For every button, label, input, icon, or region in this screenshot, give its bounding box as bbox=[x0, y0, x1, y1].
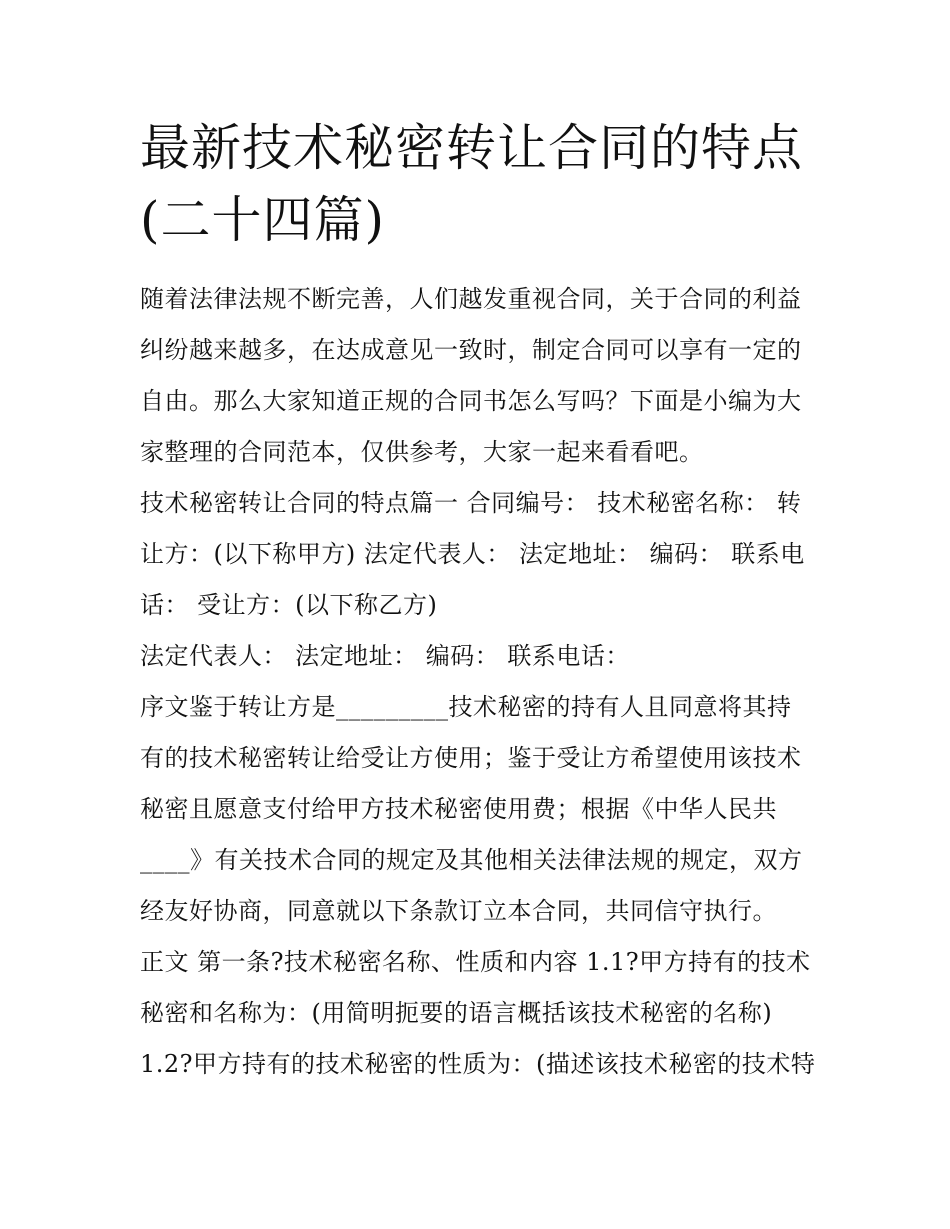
body-line: 正文 第一条?技术秘密名称、性质和内容 1.1?甲方持有的技术 bbox=[140, 948, 811, 976]
title-line: (二十四篇) bbox=[140, 191, 386, 249]
body-line: 有的技术秘密转让给受让方使用；鉴于受让方希望使用该技术 bbox=[140, 744, 802, 772]
title-line: 最新技术秘密转让合同的特点 bbox=[140, 119, 803, 177]
document-body bbox=[140, 274, 820, 1090]
document-title bbox=[140, 112, 820, 256]
body-line: 秘密且愿意支付给甲方技术秘密使用费；根据《中华人民共 bbox=[140, 795, 777, 823]
body-line: 技术秘密转让合同的特点篇一 合同编号： 技术秘密名称： 转 bbox=[140, 489, 802, 517]
body-line: 话： 受让方：(以下称乙方) bbox=[140, 591, 438, 619]
body-line: 1.2?甲方持有的技术秘密的性质为：(描述该技术秘密的技术特 bbox=[140, 1050, 816, 1078]
body-line: 秘密和名称为：(用简明扼要的语言概括该技术秘密的名称) bbox=[140, 999, 773, 1027]
body-line: 法定代表人： 法定地址： 编码： 联系电话： bbox=[140, 642, 630, 670]
body-line: 随着法律法规不断完善，人们越发重视合同，关于合同的利益 bbox=[140, 285, 802, 313]
body-line: 让方：(以下称甲方) 法定代表人： 法定地址： 编码： 联系电 bbox=[140, 540, 805, 568]
body-line: 纠纷越来越多，在达成意见一致时，制定合同可以享有一定的 bbox=[140, 336, 802, 364]
body-line: ____》有关技术合同的规定及其他相关法律法规的规定，双方 bbox=[140, 846, 803, 874]
body-line: 序文鉴于转让方是_________技术秘密的持有人且同意将其持 bbox=[140, 693, 792, 721]
body-line: 自由。那么大家知道正规的合同书怎么写吗？下面是小编为大 bbox=[140, 387, 802, 415]
document-content bbox=[140, 112, 820, 1090]
body-line: 经友好协商，同意就以下条款订立本合同，共同信守执行。 bbox=[140, 897, 777, 925]
body-line: 家整理的合同范本，仅供参考，大家一起来看看吧。 bbox=[140, 438, 704, 466]
